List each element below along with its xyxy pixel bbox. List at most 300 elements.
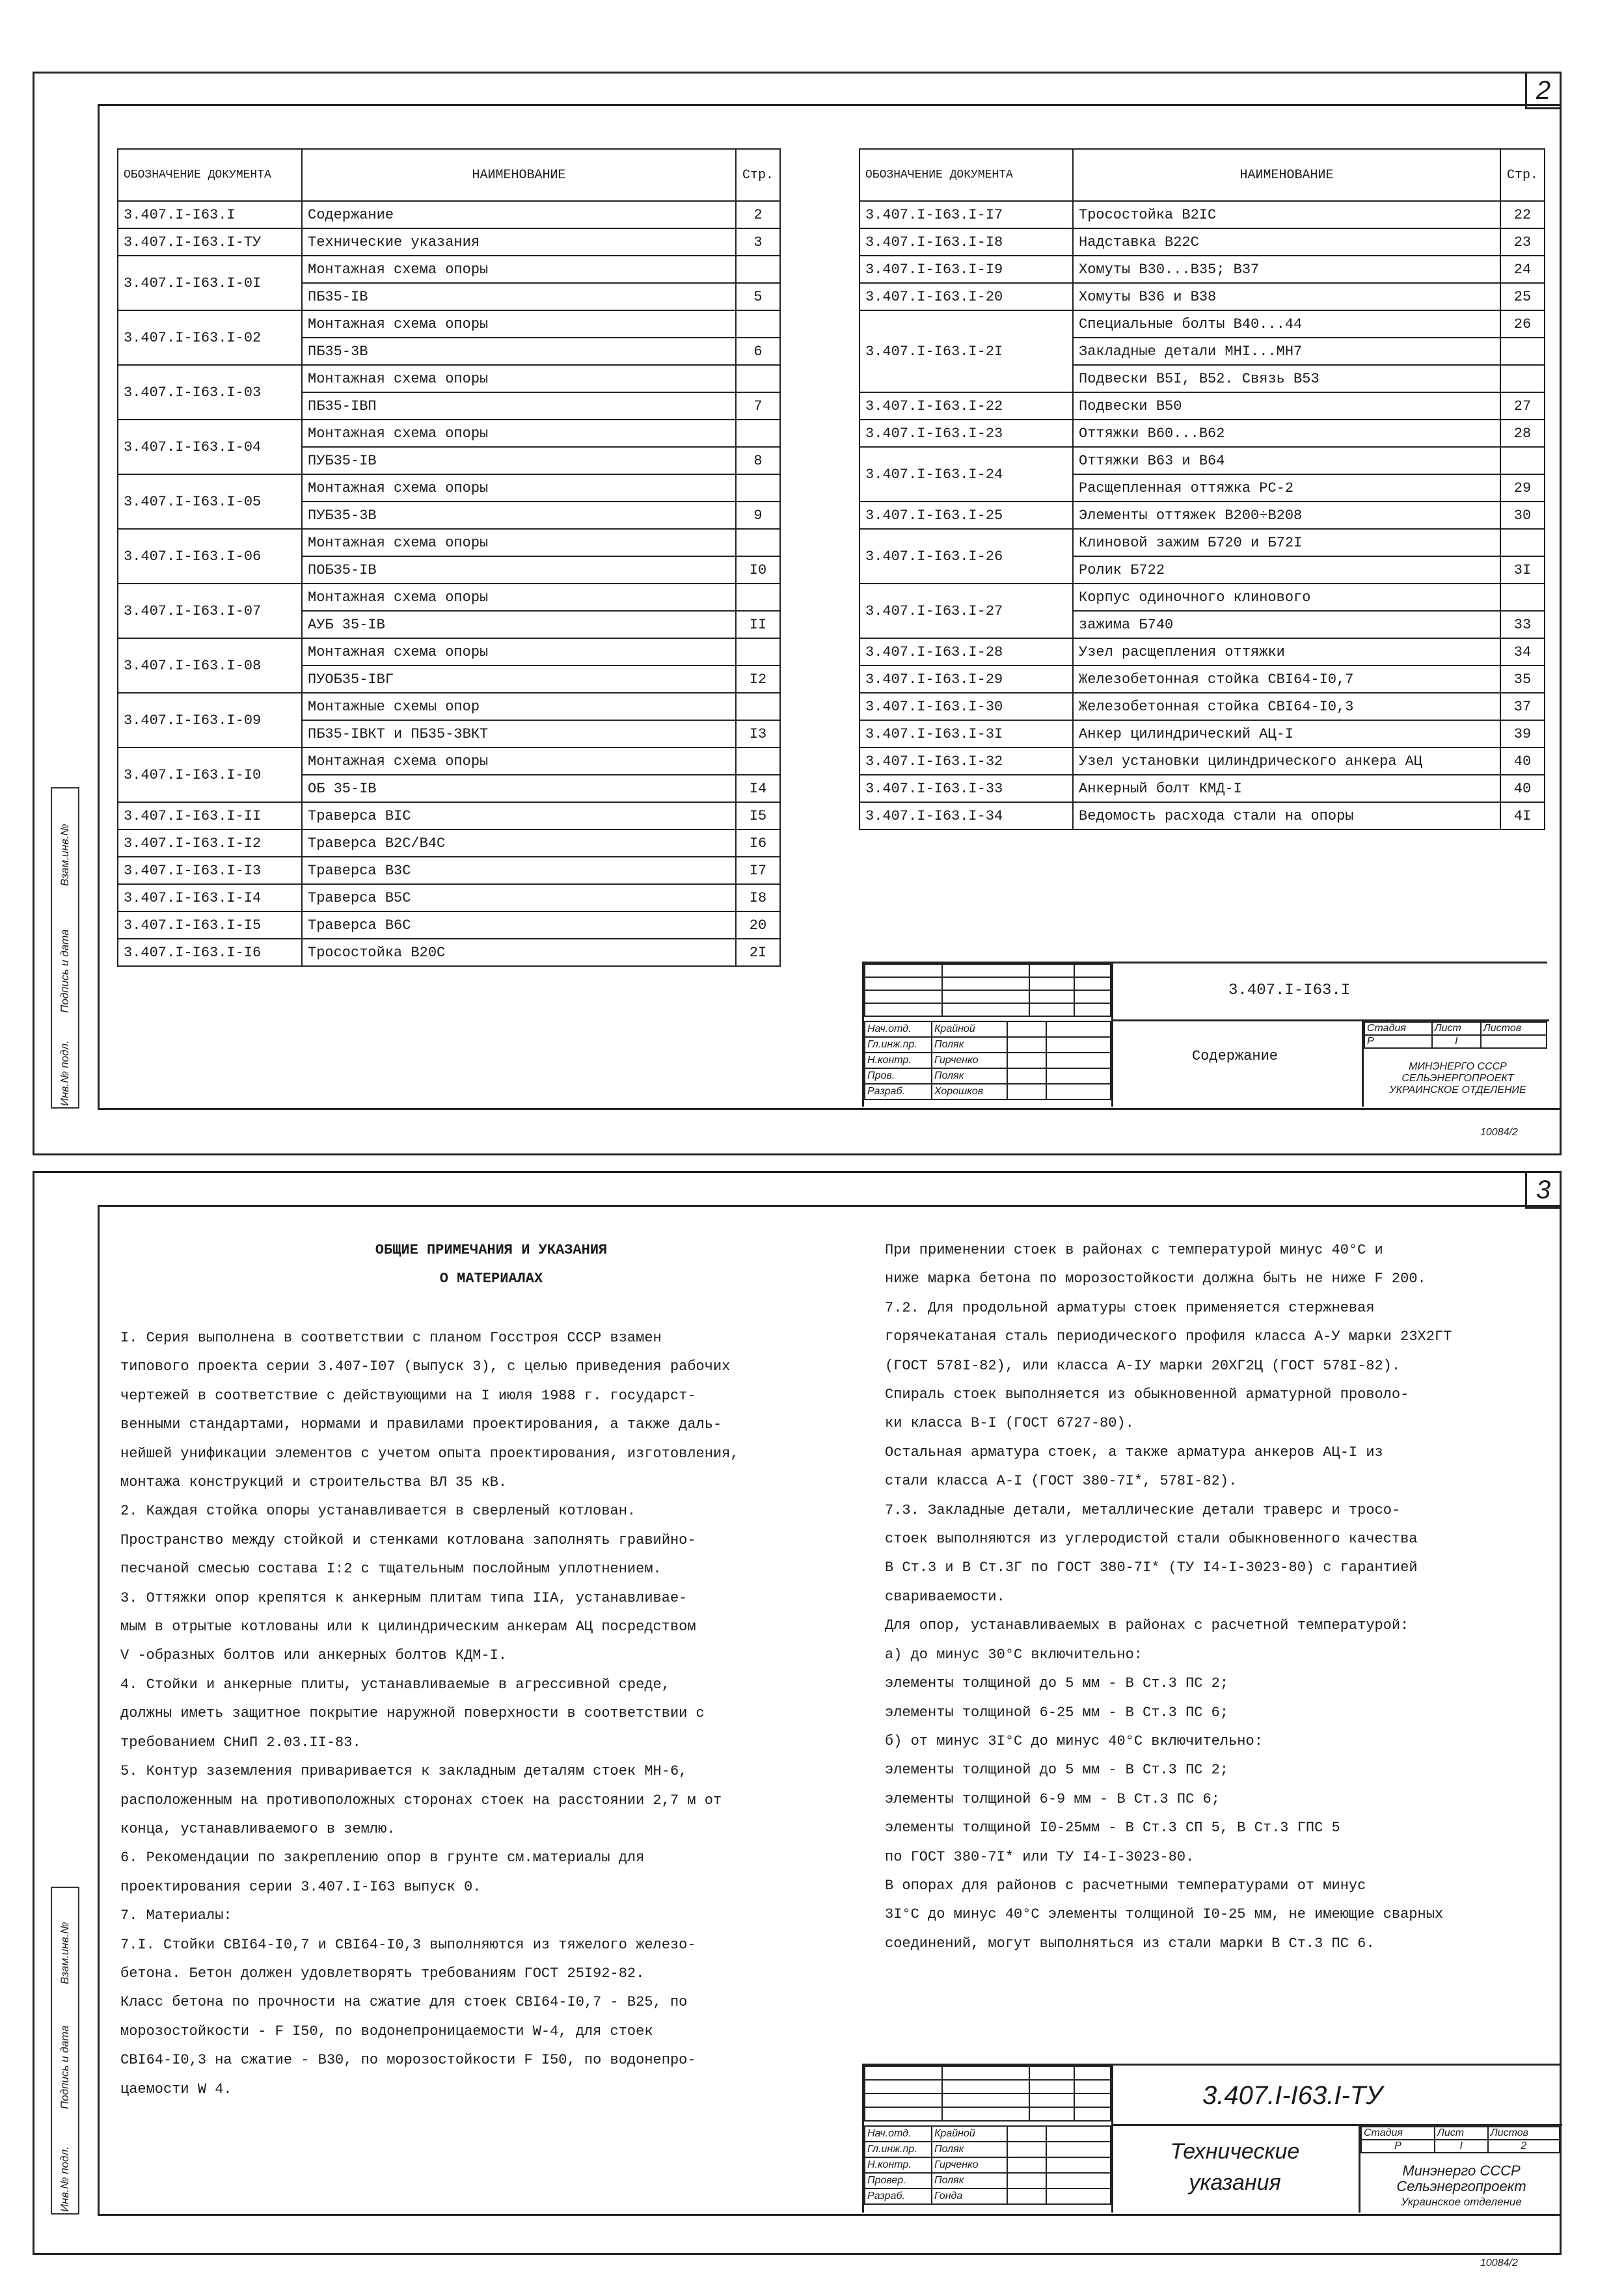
signature bbox=[1007, 1084, 1046, 1099]
signature bbox=[1007, 2173, 1046, 2189]
doc-page-empty bbox=[736, 365, 780, 392]
signature bbox=[1007, 2142, 1046, 2157]
text-line: 4. Стойки и анкерные плиты, устанавливаемые в агрессивной среде, bbox=[120, 1676, 670, 1693]
doc-name: Анкер цилиндрический АЦ-I bbox=[1073, 720, 1500, 748]
signature-date bbox=[1046, 2189, 1111, 2204]
doc-name: Корпус одиночного клинового bbox=[1073, 584, 1500, 611]
doc-page bbox=[1500, 584, 1545, 611]
doc-name: Монтажная схема опоры bbox=[302, 420, 736, 447]
table-row bbox=[118, 256, 780, 283]
role-name: Поляк bbox=[932, 2142, 1007, 2157]
doc-code: 3.407.I-I63.I-28 bbox=[859, 638, 1073, 666]
doc-page: I5 bbox=[736, 802, 780, 829]
doc-name: Монтажная схема опоры bbox=[302, 256, 736, 283]
text-line: 7. Материалы: bbox=[120, 1907, 232, 1924]
role-name: Поляк bbox=[932, 1068, 1007, 1084]
contents-table-right bbox=[859, 148, 1545, 830]
doc-code: 3.407.I-I63.I-23 bbox=[859, 420, 1073, 447]
side-stamp-inv: Инв.№ подл. bbox=[59, 2146, 71, 2212]
table-row bbox=[118, 584, 780, 611]
text-line: расположенным на противоположных сторонах стоек на расстоянии 2,7 м от bbox=[120, 1792, 722, 1809]
doc-code: 3.407.I-I63.I-I8 bbox=[859, 228, 1073, 256]
role-label: Нач.отд. bbox=[865, 2126, 932, 2142]
table-row bbox=[118, 529, 780, 556]
doc-page-empty bbox=[736, 748, 780, 775]
doc-code: 3.407.I-I63.I-ТУ bbox=[118, 228, 302, 256]
doc-name: Узел расщепления оттяжки bbox=[1073, 638, 1500, 666]
stage-label: Стадия bbox=[1361, 2127, 1435, 2140]
doc-page: 28 bbox=[1500, 420, 1545, 447]
table-row bbox=[859, 420, 1545, 447]
doc-code: 3.407.I-I63.I-32 bbox=[859, 748, 1073, 775]
table-row bbox=[118, 693, 780, 720]
sheet-label: Лист bbox=[1432, 1022, 1481, 1035]
organization bbox=[1368, 1061, 1547, 1096]
text-line: свариваемости. bbox=[885, 1588, 1005, 1605]
text-line: элементы толщиной 6-9 мм - В Ст.3 ПС 6; bbox=[885, 1790, 1220, 1807]
doc-code: 3.407.I-I63.I bbox=[118, 201, 302, 228]
table-row bbox=[118, 420, 780, 447]
doc-code: 3.407.I-I63.I-22 bbox=[859, 392, 1073, 420]
doc-page: 4I bbox=[1500, 802, 1545, 829]
column-header-name: НАИМЕНОВАНИЕ bbox=[302, 149, 736, 201]
doc-name: Железобетонная стойка СВI64-I0,3 bbox=[1073, 693, 1500, 720]
document-number: 3.407.I-I63.I-ТУ bbox=[1202, 2081, 1383, 2110]
table-row bbox=[859, 638, 1545, 666]
table-row bbox=[859, 256, 1545, 283]
page-number: 3 bbox=[1525, 1173, 1560, 1209]
signature-row bbox=[865, 1037, 1111, 1053]
contents-table-left bbox=[117, 148, 781, 967]
doc-name: Анкерный болт КМД-I bbox=[1073, 775, 1500, 802]
text-line: проектирования серии 3.407.I-I63 выпуск 0. bbox=[120, 1878, 481, 1895]
org-line: Украинское отделение bbox=[1401, 2196, 1522, 2208]
text-line: мым в отрытые котлованы или к цилиндрическим анкерам АЦ посредством bbox=[120, 1619, 696, 1636]
sheet-value: I bbox=[1435, 2140, 1488, 2153]
text-line: горячекатаная сталь периодического профиля класса А-У марки 23Х2ГТ bbox=[885, 1328, 1452, 1345]
doc-page: 7 bbox=[736, 392, 780, 420]
doc-name: Надставка В22С bbox=[1073, 228, 1500, 256]
column-header-code: ОБОЗНАЧЕНИЕ ДОКУМЕНТА bbox=[118, 149, 302, 201]
doc-page: 35 bbox=[1500, 666, 1545, 693]
text-line: морозостойкости - F I50, по водонепроницаемости W-4, для стоек bbox=[120, 2023, 653, 2040]
title-block bbox=[862, 962, 1547, 1107]
title-block bbox=[862, 2064, 1560, 2213]
doc-code: 3.407.I-I63.I-02 bbox=[118, 310, 302, 365]
role-name: Гонда bbox=[932, 2189, 1007, 2204]
role-name: Поляк bbox=[932, 2173, 1007, 2189]
doc-page-empty bbox=[736, 584, 780, 611]
doc-name: Расщепленная оттяжка РС-2 bbox=[1073, 474, 1500, 502]
doc-name: Траверса В6С bbox=[302, 911, 736, 939]
signature bbox=[1007, 1021, 1046, 1037]
doc-code: 3.407.I-I63.I-24 bbox=[859, 447, 1073, 502]
doc-code: 3.407.I-I63.I-20 bbox=[859, 283, 1073, 310]
text-line: ниже марка бетона по морозостойкости должна быть не ниже F 200. bbox=[885, 1271, 1426, 1287]
doc-page: I4 bbox=[736, 775, 780, 802]
doc-page: 22 bbox=[1500, 201, 1545, 228]
column-header-page: Стр. bbox=[1500, 149, 1545, 201]
text-line: 2. Каждая стойка опоры устанавливается в сверленый котлован. bbox=[120, 1503, 636, 1520]
text-line: б) от минус 3I°С до минус 40°С включительно: bbox=[885, 1732, 1263, 1749]
notes-right-column bbox=[885, 1236, 1545, 1958]
text-line: требованием СНиП 2.03.II-83. bbox=[120, 1734, 361, 1751]
role-label: Разраб. bbox=[865, 1084, 932, 1099]
doc-page-empty bbox=[736, 638, 780, 666]
text-line: I. Серия выполнена в соответствии с планом Госстроя СССР взамен bbox=[120, 1330, 662, 1346]
signature-date bbox=[1046, 2142, 1111, 2157]
doc-page: 40 bbox=[1500, 775, 1545, 802]
doc-page: 30 bbox=[1500, 502, 1545, 529]
text-line: элементы толщиной до 5 мм - В Ст.3 ПС 2; bbox=[885, 1675, 1229, 1692]
doc-page: 23 bbox=[1500, 228, 1545, 256]
table-row bbox=[118, 829, 780, 857]
text-line: Остальная арматура стоек, а также арматура анкеров АЦ-I из bbox=[885, 1444, 1383, 1461]
role-name: Гирченко bbox=[932, 1053, 1007, 1068]
doc-page: 5 bbox=[736, 283, 780, 310]
text-line: типового проекта серии 3.407-I07 (выпуск 3), с целью приведения рабочих bbox=[120, 1358, 731, 1375]
doc-code: 3.407.I-I63.I-26 bbox=[859, 529, 1073, 584]
sheet-title bbox=[1124, 2136, 1346, 2198]
text-line: элементы толщиной I0-25мм - В Ст.3 СП 5, В Ст.3 ГПС 5 bbox=[885, 1820, 1340, 1837]
doc-name: Хомуты В36 и В38 bbox=[1073, 283, 1500, 310]
doc-name: Технические указания bbox=[302, 228, 736, 256]
doc-name: Ролик Б722 bbox=[1073, 556, 1500, 584]
doc-page: 2 bbox=[736, 201, 780, 228]
org-line: Сельэнергопроект bbox=[1396, 2178, 1526, 2194]
signature-date bbox=[1046, 1021, 1111, 1037]
doc-name: Траверса В3С bbox=[302, 857, 736, 884]
doc-name: зажима Б740 bbox=[1073, 611, 1500, 638]
doc-code: 3.407.I-I63.I-09 bbox=[118, 693, 302, 748]
table-row bbox=[859, 802, 1545, 829]
stamp-signatures bbox=[864, 2125, 1111, 2205]
text-line: конца, устанавливаемого в землю. bbox=[120, 1820, 396, 1837]
doc-name: ПОБ35-IВ bbox=[302, 556, 736, 584]
role-label: Нач.отд. bbox=[865, 1021, 932, 1037]
table-row bbox=[859, 693, 1545, 720]
table-row bbox=[859, 720, 1545, 748]
doc-page: 26 bbox=[1500, 310, 1545, 338]
doc-name: ПБ35-3В bbox=[302, 338, 736, 365]
text-line: V -образных болтов или анкерных болтов КДМ-I. bbox=[120, 1647, 508, 1664]
table-row bbox=[118, 802, 780, 829]
signature-row bbox=[865, 2189, 1111, 2204]
table-row bbox=[859, 529, 1545, 556]
doc-name: Железобетонная стойка СВI64-I0,7 bbox=[1073, 666, 1500, 693]
doc-name: ПУОБ35-IВГ bbox=[302, 666, 736, 693]
doc-name: Монтажная схема опоры bbox=[302, 529, 736, 556]
sheets-value bbox=[1481, 1035, 1547, 1048]
role-label: Гл.инж.пр. bbox=[865, 1037, 932, 1053]
org-line: МИНЭНЕРГО СССР bbox=[1409, 1061, 1507, 1072]
text-line: по ГОСТ 380-7I* или ТУ I4-I-3023-80. bbox=[885, 1848, 1195, 1865]
sheet-label: Лист bbox=[1435, 2127, 1488, 2140]
text-line: цаемости W 4. bbox=[120, 2081, 232, 2097]
table-row bbox=[859, 447, 1545, 474]
doc-code: 3.407.I-I63.I-30 bbox=[859, 693, 1073, 720]
column-header-page: Стр. bbox=[736, 149, 780, 201]
doc-code: 3.407.I-I63.I-0I bbox=[118, 256, 302, 310]
corner-note: 10084/2 bbox=[1480, 1127, 1518, 1138]
doc-page: 29 bbox=[1500, 474, 1545, 502]
text-line: соединений, могут выполняться из стали марки В Ст.3 ПС 6. bbox=[885, 1935, 1375, 1952]
doc-name: Монтажная схема опоры bbox=[302, 365, 736, 392]
doc-name: Монтажная схема опоры bbox=[302, 474, 736, 502]
text-line: стоек выполняются из углеродистой стали обыкновенного качества bbox=[885, 1531, 1418, 1548]
table-row bbox=[118, 748, 780, 775]
column-header-name: НАИМЕНОВАНИЕ bbox=[1073, 149, 1500, 201]
table-row bbox=[118, 310, 780, 338]
doc-name: Монтажная схема опоры bbox=[302, 310, 736, 338]
doc-page: I3 bbox=[736, 720, 780, 748]
role-label: Н.контр. bbox=[865, 1053, 932, 1068]
doc-page: 2I bbox=[736, 939, 780, 966]
doc-name: Тросостойка В20С bbox=[302, 939, 736, 966]
doc-code: 3.407.I-I63.I-08 bbox=[118, 638, 302, 693]
doc-code: 3.407.I-I63.I-I6 bbox=[118, 939, 302, 966]
text-line: стали класса А-I (ГОСТ 380-7I*, 578I-82). bbox=[885, 1473, 1238, 1490]
doc-page: 6 bbox=[736, 338, 780, 365]
doc-name: ПУБ35-3В bbox=[302, 502, 736, 529]
table-row bbox=[118, 939, 780, 966]
table-row bbox=[118, 911, 780, 939]
doc-page-empty bbox=[736, 420, 780, 447]
org-line: Минэнерго СССР bbox=[1402, 2162, 1521, 2179]
organization bbox=[1364, 2163, 1559, 2210]
title-line: указания bbox=[1189, 2170, 1281, 2195]
doc-name: Хомуты В30...В35; В37 bbox=[1073, 256, 1500, 283]
text-line: 7.2. Для продольной арматуры стоек применяется стержневая bbox=[885, 1299, 1375, 1316]
signature-row bbox=[865, 2142, 1111, 2157]
text-line: элементы толщиной 6-25 мм - В Ст.3 ПС 6; bbox=[885, 1704, 1229, 1721]
doc-code: 3.407.I-I63.I-I2 bbox=[118, 829, 302, 857]
doc-page: 9 bbox=[736, 502, 780, 529]
text-line: нейшей унификации элементов с учетом опыта проектирования, изготовления, bbox=[120, 1445, 739, 1462]
text-line: 3I°С до минус 40°С элементы толщиной I0-25 мм, не имеющие сварных bbox=[885, 1906, 1444, 1923]
stage-sheet-table bbox=[1360, 2126, 1560, 2153]
role-label: Провер. bbox=[865, 2173, 932, 2189]
stage-label: Стадия bbox=[1364, 1022, 1432, 1035]
doc-code: 3.407.I-I63.I-06 bbox=[118, 529, 302, 584]
doc-page bbox=[1500, 529, 1545, 556]
text-line: бетона. Бетон должен удовлетворять требованиям ГОСТ 25I92-82. bbox=[120, 1965, 645, 1982]
doc-code: 3.407.I-I63.I-34 bbox=[859, 802, 1073, 829]
table-row bbox=[118, 474, 780, 502]
table-row bbox=[118, 228, 780, 256]
doc-name: Траверса В2С/В4С bbox=[302, 829, 736, 857]
text-line: Класс бетона по прочности на сжатие для стоек СВI64-I0,7 - В25, по bbox=[120, 1994, 688, 2011]
text-line: Для опор, устанавливаемых в районах с расчетной температурой: bbox=[885, 1617, 1409, 1634]
table-row bbox=[118, 365, 780, 392]
notes-left-column bbox=[120, 1324, 878, 2104]
text-line: 7.I. Стойки СВI64-I0,7 и СВI64-I0,3 выполняются из тяжелого железо- bbox=[120, 1936, 696, 1953]
table-row bbox=[859, 748, 1545, 775]
sheets-label: Листов bbox=[1481, 1022, 1547, 1035]
doc-page: II bbox=[736, 611, 780, 638]
text-line: песчаной смесью состава I:2 с тщательным послойным уплотнением. bbox=[120, 1561, 662, 1578]
role-name: Хорошков bbox=[932, 1084, 1007, 1099]
doc-code: 3.407.I-I63.I-07 bbox=[118, 584, 302, 638]
table-row bbox=[859, 228, 1545, 256]
doc-code: 3.407.I-I63.I-I5 bbox=[118, 911, 302, 939]
doc-page: 34 bbox=[1500, 638, 1545, 666]
doc-page-empty bbox=[736, 310, 780, 338]
signature-date bbox=[1046, 2126, 1111, 2142]
sheets-value: 2 bbox=[1488, 2140, 1560, 2153]
doc-page: 39 bbox=[1500, 720, 1545, 748]
doc-code: 3.407.I-I63.I-03 bbox=[118, 365, 302, 420]
doc-page: I6 bbox=[736, 829, 780, 857]
doc-name: Тросостойка В2IС bbox=[1073, 201, 1500, 228]
doc-page: 3 bbox=[736, 228, 780, 256]
doc-page: I7 bbox=[736, 857, 780, 884]
doc-name: Содержание bbox=[302, 201, 736, 228]
doc-name: Ведомость расхода стали на опоры bbox=[1073, 802, 1500, 829]
table-row bbox=[859, 310, 1545, 338]
stamp-signatures bbox=[864, 1021, 1111, 1100]
table-row bbox=[859, 502, 1545, 529]
doc-name: ПУБ35-IВ bbox=[302, 447, 736, 474]
doc-code: 3.407.I-I63.I-I7 bbox=[859, 201, 1073, 228]
doc-name: Оттяжки В63 и В64 bbox=[1073, 447, 1500, 474]
org-line: СЕЛЬЭНЕРГОПРОЕКТ bbox=[1401, 1073, 1514, 1084]
doc-page: I8 bbox=[736, 884, 780, 911]
doc-page-empty bbox=[736, 693, 780, 720]
text-line: В опорах для районов с расчетными температурами от минус bbox=[885, 1877, 1366, 1894]
text-line: а) до минус 30°С включительно: bbox=[885, 1646, 1143, 1663]
signature-row bbox=[865, 2173, 1111, 2189]
doc-name: Траверса ВIС bbox=[302, 802, 736, 829]
doc-code: 3.407.I-I63.I-I9 bbox=[859, 256, 1073, 283]
text-line: Спираль стоек выполняется из обыкновенной арматурной проволо- bbox=[885, 1386, 1409, 1403]
doc-code: 3.407.I-I63.I-29 bbox=[859, 666, 1073, 693]
text-line: монтажа конструкций и строительства ВЛ 35 кВ. bbox=[120, 1474, 508, 1491]
doc-name: Монтажная схема опоры bbox=[302, 638, 736, 666]
text-line: 6. Рекомендации по закреплению опор в грунте см.материалы для bbox=[120, 1850, 645, 1866]
doc-name: Подвески В5I, В52. Связь В53 bbox=[1073, 365, 1500, 392]
page-number: 2 bbox=[1525, 74, 1560, 109]
text-line: чертежей в соответствие с действующими на I июля 1988 г. государст- bbox=[120, 1387, 696, 1404]
table-row bbox=[118, 884, 780, 911]
doc-page-empty bbox=[736, 474, 780, 502]
doc-code: 3.407.I-I63.I-33 bbox=[859, 775, 1073, 802]
signature-row bbox=[865, 1021, 1111, 1037]
doc-code: 3.407.I-I63.I-II bbox=[118, 802, 302, 829]
doc-page-empty bbox=[736, 256, 780, 283]
stage-value: Р bbox=[1364, 1035, 1432, 1048]
doc-name: Монтажная схема опоры bbox=[302, 748, 736, 775]
doc-code: 3.407.I-I63.I-25 bbox=[859, 502, 1073, 529]
text-line: 5. Контур заземления приваривается к закладным деталям стоек МН-6, bbox=[120, 1763, 688, 1780]
doc-code: 3.407.I-I63.I-05 bbox=[118, 474, 302, 529]
doc-name: АУБ 35-IВ bbox=[302, 611, 736, 638]
signature-date bbox=[1046, 2173, 1111, 2189]
signature bbox=[1007, 1068, 1046, 1084]
doc-code: 3.407.I-I63.I-I0 bbox=[118, 748, 302, 802]
signature bbox=[1007, 1037, 1046, 1053]
signature-row bbox=[865, 2126, 1111, 2142]
doc-name: Монтажная схема опоры bbox=[302, 584, 736, 611]
doc-name: Подвески В50 bbox=[1073, 392, 1500, 420]
signature-date bbox=[1046, 1037, 1111, 1053]
table-row bbox=[859, 392, 1545, 420]
doc-page: 37 bbox=[1500, 693, 1545, 720]
side-stamp-sign: Подпись и дата bbox=[59, 2025, 71, 2109]
role-name: Гирченко bbox=[932, 2157, 1007, 2173]
doc-code: 3.407.I-I63.I-3I bbox=[859, 720, 1073, 748]
side-stamp-sign: Подпись и дата bbox=[59, 929, 71, 1013]
text-line: Пространство между стойкой и стенками котлована заполнять гравийно- bbox=[120, 1531, 696, 1548]
side-stamp-replace: Взам.инв.№ bbox=[59, 1922, 71, 1984]
doc-name: ПБ35-IВКТ и ПБ35-3ВКТ bbox=[302, 720, 736, 748]
table-row bbox=[118, 857, 780, 884]
signature bbox=[1007, 2157, 1046, 2173]
role-name: Поляк bbox=[932, 1037, 1007, 1053]
text-line: СВI64-I0,3 на сжатие - В30, по морозостойкости F I50, по водонепро- bbox=[120, 2052, 696, 2069]
text-line: ки класса В-I (ГОСТ 6727-80). bbox=[885, 1415, 1134, 1432]
doc-name: Узел установки цилиндрического анкера АЦ bbox=[1073, 748, 1500, 775]
doc-name: Монтажные схемы опор bbox=[302, 693, 736, 720]
side-stamp bbox=[51, 1887, 79, 2215]
org-line: УКРАИНСКОЕ ОТДЕЛЕНИЕ bbox=[1389, 1084, 1526, 1096]
text-line: 3. Оттяжки опор крепятся к анкерным плитам типа IIA, устанавливае- bbox=[120, 1589, 688, 1606]
signature-row bbox=[865, 1068, 1111, 1084]
doc-page: 40 bbox=[1500, 748, 1545, 775]
table-row bbox=[859, 584, 1545, 611]
doc-name: Траверса В5С bbox=[302, 884, 736, 911]
role-name: Крайной bbox=[932, 2126, 1007, 2142]
text-line: 7.3. Закладные детали, металлические детали траверс и тросо- bbox=[885, 1502, 1401, 1518]
text-line: В Ст.3 и В Ст.3Г по ГОСТ 380-7I* (ТУ I4-I-3023-80) с гарантией bbox=[885, 1559, 1418, 1576]
signature bbox=[1007, 2126, 1046, 2142]
side-stamp-replace: Взам.инв.№ bbox=[59, 824, 71, 886]
text-line: элементы толщиной до 5 мм - В Ст.3 ПС 2; bbox=[885, 1762, 1229, 1779]
doc-page: I2 bbox=[736, 666, 780, 693]
text-line: (ГОСТ 578I-82), или класса А-IУ марки 20ХГ2Ц (ГОСТ 578I-82). bbox=[885, 1357, 1401, 1374]
doc-page: I0 bbox=[736, 556, 780, 584]
doc-page: 25 bbox=[1500, 283, 1545, 310]
doc-name: Элементы оттяжек В200÷В208 bbox=[1073, 502, 1500, 529]
side-stamp bbox=[51, 787, 79, 1109]
role-label: Разраб. bbox=[865, 2189, 932, 2204]
signature-date bbox=[1046, 1084, 1111, 1099]
doc-name: ПБ35-IВП bbox=[302, 392, 736, 420]
sheet-value: I bbox=[1432, 1035, 1481, 1048]
title-line: Технические bbox=[1170, 2139, 1300, 2164]
doc-code: 3.407.I-I63.I-2I bbox=[859, 310, 1073, 392]
column-header-code: ОБОЗНАЧЕНИЕ ДОКУМЕНТА bbox=[859, 149, 1073, 201]
doc-page: 20 bbox=[736, 911, 780, 939]
doc-name: Клиновой зажим Б720 и Б72I bbox=[1073, 529, 1500, 556]
text-line: При применении стоек в районах с температурой минус 40°С и bbox=[885, 1242, 1383, 1258]
side-stamp-inv: Инв.№ подл. bbox=[59, 1040, 71, 1106]
doc-page bbox=[1500, 338, 1545, 365]
table-row bbox=[118, 201, 780, 228]
corner-note: 10084/2 bbox=[1480, 2257, 1518, 2269]
role-label: Гл.инж.пр. bbox=[865, 2142, 932, 2157]
text-line: должны иметь защитное покрытие наружной поверхности в соответствии с bbox=[120, 1705, 705, 1722]
doc-code: 3.407.I-I63.I-04 bbox=[118, 420, 302, 474]
notes-heading bbox=[117, 1236, 865, 1294]
doc-page bbox=[1500, 447, 1545, 474]
role-label: Пров. bbox=[865, 1068, 932, 1084]
signature-row bbox=[865, 2157, 1111, 2173]
doc-page-empty bbox=[736, 529, 780, 556]
doc-page: 24 bbox=[1500, 256, 1545, 283]
doc-name: ОБ 35-IВ bbox=[302, 775, 736, 802]
role-name: Крайной bbox=[932, 1021, 1007, 1037]
